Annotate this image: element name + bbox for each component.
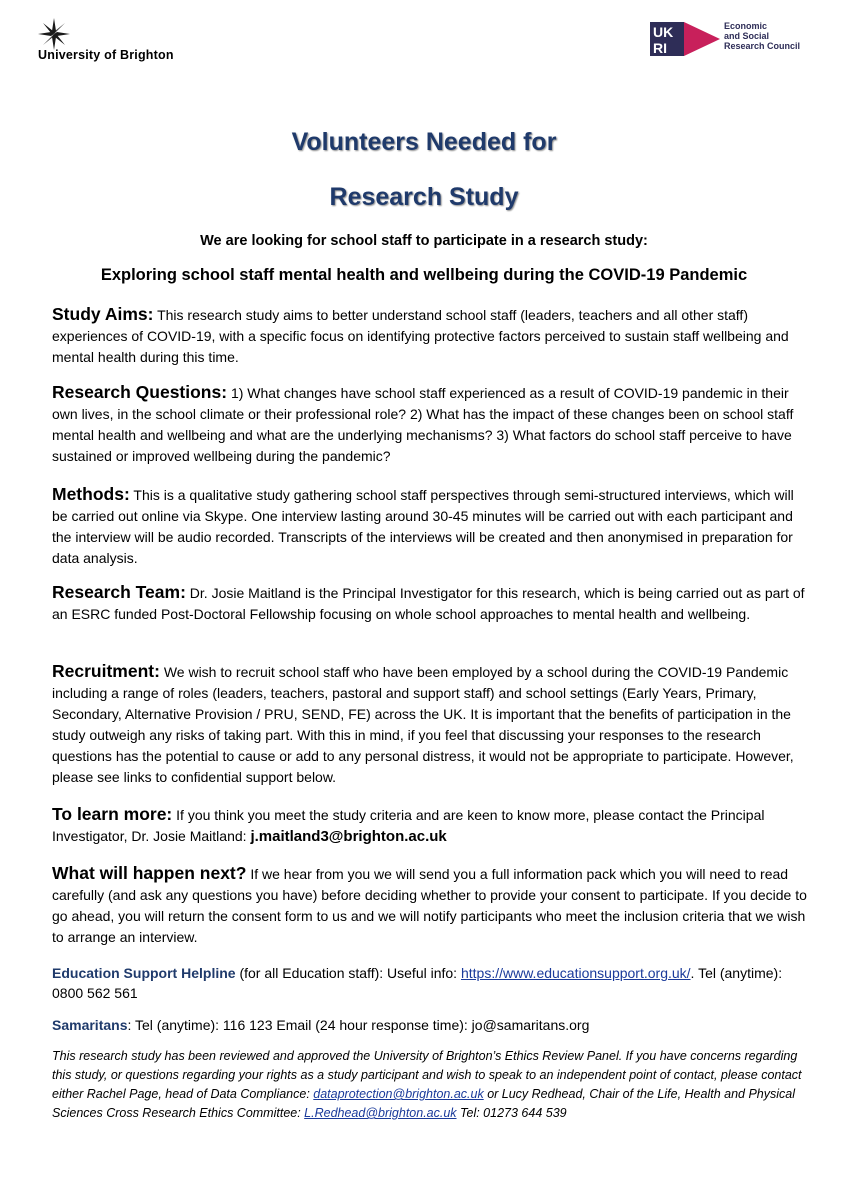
helpline-name: Education Support Helpline (52, 965, 236, 981)
section-research-questions (52, 382, 812, 467)
section-research-team (52, 582, 812, 625)
section-label: Methods: (52, 484, 130, 504)
svg-text:RI: RI (653, 40, 667, 56)
helpline-text: (for all Education staff): Useful info: (235, 965, 461, 981)
ukri-esrc-logo (650, 22, 830, 58)
section-text: This is a qualitative study gathering school staff perspectives through semi-structured interviews, which will be carried out online via Skype. One interview lasting around 30-45 minutes will be carried out with each participant and the interview will be audio recorded. Transcripts of the interviews will be created and then anonymised in preparation for data analysis. (52, 487, 794, 566)
contact-email[interactable]: j.maitland3@brighton.ac.uk (250, 828, 447, 845)
esrc-line: and Social (724, 31, 770, 41)
samaritans-helpline (52, 1015, 812, 1035)
section-label: Recruitment: (52, 661, 160, 681)
esrc-name (724, 21, 800, 51)
section-recruitment (52, 661, 812, 788)
ukri-logo-icon (650, 22, 720, 56)
ethics-text: or Lucy Redhead, Chair of the Life, Health and Physical Sciences Cross Research Ethics Committee: (52, 1087, 796, 1120)
subtitle: We are looking for school staff to participate in a research study: (200, 233, 648, 249)
section-text: This research study aims to better understand school staff (leaders, teachers and all other staff) experiences of COVID-19, with a specific focus on identifying protective factors perceived to sustain staff wellbeing and mental health during this time. (52, 307, 789, 365)
esrc-line: Research Council (724, 41, 801, 51)
section-label: What will happen next? (52, 863, 247, 883)
section-learn-more (52, 804, 812, 847)
helpline-text: : Tel (anytime): 116 123 Email (24 hour response time): jo@samaritans.org (127, 1017, 590, 1033)
university-of-brighton-logo (34, 14, 234, 66)
section-label: To learn more: (52, 804, 173, 824)
section-label: Research Questions: (52, 382, 228, 402)
page-title-line-1: Volunteers Needed for (291, 128, 557, 156)
section-methods (52, 484, 812, 569)
section-label: Research Team: (52, 582, 186, 602)
study-title: Exploring school staff mental health and wellbeing during the COVID-19 Pandemic (100, 266, 748, 284)
data-protection-email-link[interactable]: dataprotection@brighton.ac.uk (313, 1087, 484, 1101)
page-title-line-2: Research Study (329, 183, 519, 211)
helpline-tel: . Tel (anytime): 0800 562 561 (52, 965, 783, 1001)
education-support-link[interactable]: https://www.educationsupport.org.uk/ (460, 965, 691, 981)
university-name: University of Brighton (38, 48, 174, 62)
ethics-text: This research study has been reviewed and approved the University of Brighton’s Ethics Review Panel. If you have concerns regarding this study, or questions regarding your rights as a study participant and wish to speak to an independent point of contact, please contact either Rachel Page, head of Data Compliance: (52, 1049, 802, 1101)
redhead-email-link[interactable]: L.Redhead@brighton.ac.uk (304, 1106, 457, 1120)
section-text: If you think you meet the study criteria and are keen to know more, please contact the Principal Investigator, Dr. Josie Maitland: (52, 807, 765, 844)
section-text: Dr. Josie Maitland is the Principal Investigator for this research, which is being carried out as part of an ESRC funded Post-Doctoral Fellowship focusing on whole school approaches to mental health and wellbeing. (52, 585, 805, 622)
section-label: Study Aims: (52, 304, 154, 324)
section-text: We wish to recruit school staff who have been employed by a school during the COVID-19 Pandemic including a range of roles (leaders, teachers, pastoral and support staff) and school settings (Early Years, Primary, Secondary, Alternative Provision / PRU, SEND, FE) across the UK. It is important that the benefits of participation in the study outweigh any risks of taking part. With this in mind, if you feel that discussing your responses to the research questions has the potential to cause or add to any personal distress, it would not be appropriate to participate. However, please see links to confidential support below. (52, 664, 794, 785)
section-text: If we hear from you we will send you a full information pack which you will need to read carefully (and ask any questions you have) before deciding whether to provide your consent to participate. If you decide to go ahead, you will return the consent form to us and we will notify participants who meet the inclusion criteria that we wish to arrange an interview. (52, 866, 807, 945)
ethics-statement (52, 1047, 812, 1123)
section-study-aims (52, 304, 812, 368)
education-support-helpline (52, 963, 812, 1003)
ethics-tel: Tel: 01273 644 539 (456, 1106, 567, 1120)
section-text: 1) What changes have school staff experienced as a result of COVID-19 pandemic in their own lives, in the school climate or their professional role? 2) What has the impact of these changes been on school staff mental health and wellbeing and what are the underlying mechanisms? 3) What factors do school staff perceive to have sustained or improved wellbeing during the pandemic? (52, 385, 794, 464)
svg-text:UK: UK (653, 24, 674, 40)
esrc-line: Economic (724, 21, 768, 31)
helpline-name: Samaritans (52, 1017, 128, 1033)
section-what-next (52, 863, 812, 948)
